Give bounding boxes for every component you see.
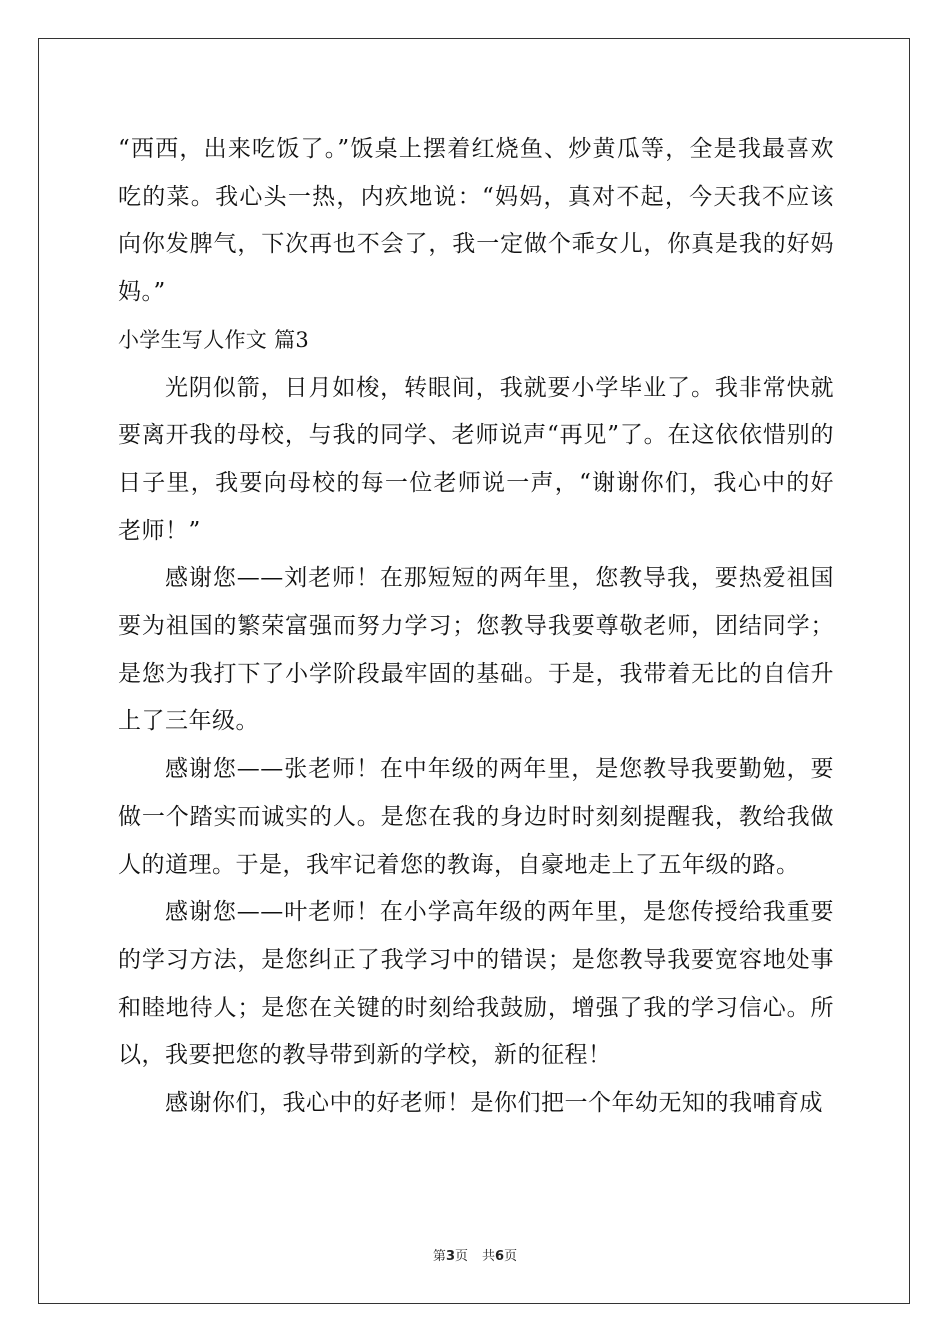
footer-page-current: 3 xyxy=(445,1249,455,1264)
footer-page-mid: 页 xyxy=(454,1249,468,1264)
paragraph-1: “西西，出来吃饭了。”饭桌上摆着红烧鱼、炒黄瓜等，全是我最喜欢吃的菜。我心头一热，内疚地说：“妈妈，真对不起，今天我不应该向你发脾气，下次再也不会了，我一定做个乖女儿，你真是我的好妈妈。” xyxy=(118,136,834,306)
paragraph-2: 光阴似箭，日月如梭，转眼间，我就要小学毕业了。我非常快就要离开我的母校，与我的同学、老师说声“再见”了。在这依依惜别的日子里，我要向母校的每一位老师说一声，“谢谢你们，我心中的好老师！” xyxy=(118,374,834,544)
paragraph-3: 感谢您——刘老师！在那短短的两年里，您教导我，要热爱祖国要为祖国的繁荣富强而努力学习；您教导我要尊敬老师，团结同学；是您为我打下了小学阶段最牢固的基础。于是，我带着无比的自信升上了三年级。 xyxy=(118,565,834,735)
section-heading: 小学生写人作文 篇3 xyxy=(118,327,310,352)
document-body xyxy=(118,126,834,1128)
page-footer xyxy=(0,1245,950,1264)
paragraph-4: 感谢您——张老师！在中年级的两年里，是您教导我要勤勉，要做一个踏实而诚实的人。是您在我的身边时时刻刻提醒我，教给我做人的道理。于是，我牢记着您的教诲，自豪地走上了五年级的路。 xyxy=(118,756,834,878)
footer-total-prefix: 共 xyxy=(482,1249,496,1264)
paragraph-6: 感谢你们，我心中的好老师！是你们把一个年幼无知的我哺育成 xyxy=(165,1090,823,1117)
paragraph-5: 感谢您——叶老师！在小学高年级的两年里，是您传授给我重要的学习方法，是您纠正了我学习中的错误；是您教导我要宽容地处事和睦地待人；是您在关键的时刻给我鼓励，增强了我的学习信心。所以，我要把您的教导带到新的学校，新的征程！ xyxy=(118,899,834,1069)
footer-page-prefix: 第 xyxy=(432,1249,446,1264)
footer-total-suffix: 页 xyxy=(504,1249,518,1264)
footer-page-total: 6 xyxy=(495,1249,505,1264)
